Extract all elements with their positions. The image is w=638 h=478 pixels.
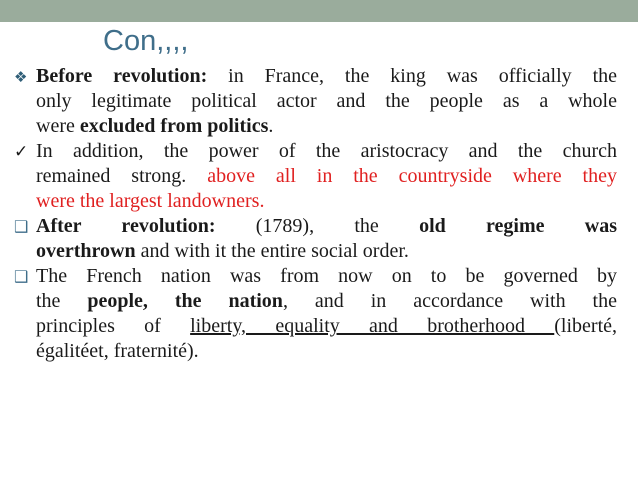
after-revolution-label: After revolution: xyxy=(36,215,216,237)
p3-line1-text: (1789), the xyxy=(215,215,420,237)
overthrown-text: overthrown xyxy=(36,240,136,262)
paragraph-in-addition xyxy=(14,139,617,214)
old-regime-text: old regime was xyxy=(419,215,617,237)
p4-line3-end: (liberté, xyxy=(554,315,617,337)
p4-line1-text: The French nation was from now on to be governed by xyxy=(36,265,617,287)
liberty-equality-brotherhood-text: liberty, equality and brotherhood xyxy=(190,315,555,337)
slide-title: Con,,,, xyxy=(103,25,189,57)
p1-line1-text: in France, the king was officially the xyxy=(207,65,617,87)
p4-line4-text: égalitéet, fraternité). xyxy=(36,340,199,362)
p2-line1-text: In addition, the power of the aristocracy and the church xyxy=(36,140,617,162)
diamond-bullet-icon: ❖ xyxy=(14,68,28,86)
excluded-from-politics-text: excluded from politics xyxy=(79,115,269,137)
p2-highlight-text: above all in the countryside where they xyxy=(207,165,617,187)
p1-line3-text: were xyxy=(36,115,80,137)
square-bullet-icon: ❑ xyxy=(14,217,29,236)
paragraph-before-revolution xyxy=(14,64,617,139)
p1-line3-end: . xyxy=(268,115,274,137)
square-bullet-icon: ❑ xyxy=(14,267,29,286)
p4-line3-text: principles of xyxy=(36,315,191,337)
p1-line2-text: only legitimate political actor and the people as a whole xyxy=(36,90,617,112)
p2-line2-text: remained strong. xyxy=(36,165,208,187)
people-nation-text: people, the nation xyxy=(87,290,283,312)
slide-content xyxy=(14,64,617,364)
paragraph-french-nation xyxy=(14,264,617,364)
top-accent-bar xyxy=(0,0,638,22)
before-revolution-label: Before revolution: xyxy=(36,65,208,87)
p2-highlight-text-end: were the largest landowners. xyxy=(36,190,265,212)
p3-line2-text: and with it the entire social order. xyxy=(135,240,409,262)
checkmark-icon: ✓ xyxy=(14,142,29,162)
p4-line2-text: the xyxy=(36,290,88,312)
paragraph-after-revolution xyxy=(14,214,617,264)
p4-line2-end: , and in accordance with the xyxy=(282,290,617,312)
